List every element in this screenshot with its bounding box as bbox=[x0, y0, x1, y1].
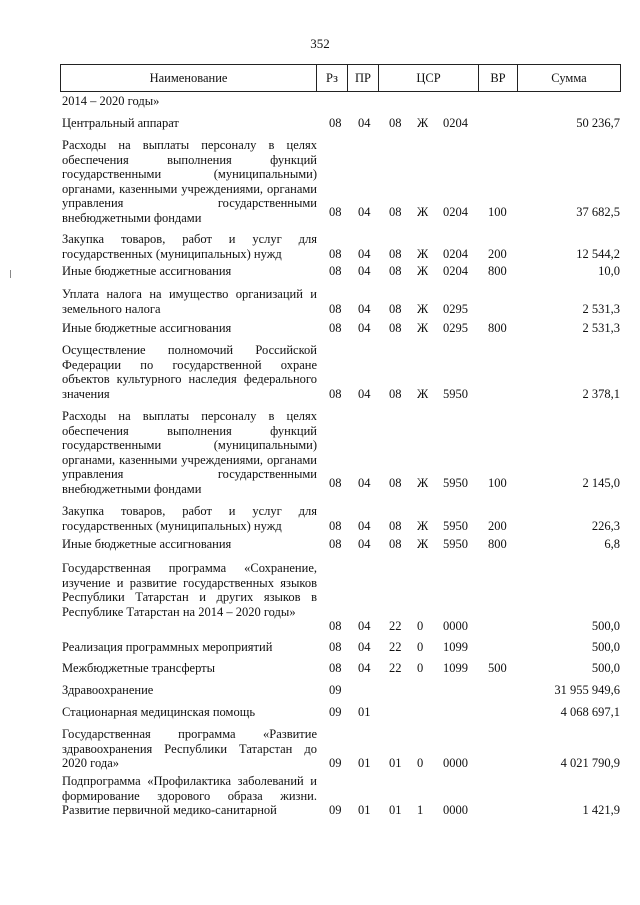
row-vr: 200 bbox=[488, 247, 507, 262]
row-c2: 0 bbox=[417, 661, 424, 676]
row-name: Закупка товаров, работ и услуг для государственных (муниципальных) нужд bbox=[62, 232, 317, 261]
row-sum: 4 068 697,1 bbox=[560, 705, 620, 720]
header-pr: ПР bbox=[348, 65, 379, 91]
row-name: Стационарная медицинская помощь bbox=[62, 705, 256, 719]
row-c3: 5950 bbox=[443, 476, 468, 491]
row-c1: 08 bbox=[389, 537, 402, 552]
row-c1: 08 bbox=[389, 302, 402, 317]
row-c1: 08 bbox=[389, 264, 402, 279]
table-row bbox=[0, 409, 640, 496]
row-name: Государственная программа «Сохранение, изучение и развитие государственных языков Республики Татарстан и других языков в Республике Татарстан на 2014 – 2020 годы» bbox=[62, 561, 317, 619]
row-c2: 0 bbox=[417, 619, 424, 634]
row-rz: 09 bbox=[329, 705, 342, 720]
table-row bbox=[0, 537, 640, 552]
table-row bbox=[0, 232, 640, 262]
row-sum: 10,0 bbox=[598, 264, 620, 279]
row-name: Реализация программных мероприятий bbox=[62, 640, 273, 654]
row-name: 2014 – 2020 годы» bbox=[62, 94, 160, 108]
row-name: Осуществление полномочий Российской Федерации по государственной охране объектов культурного наследия федерального значения bbox=[62, 343, 317, 401]
row-pr: 04 bbox=[358, 537, 371, 552]
row-rz: 08 bbox=[329, 321, 342, 336]
row-rz: 09 bbox=[329, 756, 342, 771]
row-c2: Ж bbox=[417, 519, 429, 534]
row-rz: 09 bbox=[329, 683, 342, 698]
row-pr: 04 bbox=[358, 619, 371, 634]
row-name: Расходы на выплаты персоналу в целях обеспечения выполнения функций государственными (муниципальными) органами, казенными учреждениями, органами управления государственными внебюджетными фондами bbox=[62, 138, 317, 225]
row-rz: 08 bbox=[329, 387, 342, 402]
row-rz: 08 bbox=[329, 640, 342, 655]
row-vr: 800 bbox=[488, 321, 507, 336]
row-name: Уплата налога на имущество организаций и земельного налога bbox=[62, 287, 317, 316]
row-c3: 0204 bbox=[443, 247, 468, 262]
row-name: Иные бюджетные ассигнования bbox=[62, 537, 232, 551]
row-c1: 22 bbox=[389, 619, 402, 634]
row-vr: 100 bbox=[488, 205, 507, 220]
row-sum: 500,0 bbox=[591, 619, 620, 634]
row-pr: 01 bbox=[358, 803, 371, 818]
row-sum: 226,3 bbox=[591, 519, 620, 534]
row-c2: Ж bbox=[417, 321, 429, 336]
row-c1: 08 bbox=[389, 247, 402, 262]
row-rz: 08 bbox=[329, 661, 342, 676]
page-number: 352 bbox=[310, 36, 330, 51]
row-c2: 0 bbox=[417, 640, 424, 655]
row-rz: 08 bbox=[329, 205, 342, 220]
row-pr: 04 bbox=[358, 519, 371, 534]
table-row bbox=[0, 94, 640, 109]
row-c1: 08 bbox=[389, 116, 402, 131]
row-rz: 08 bbox=[329, 519, 342, 534]
row-c1: 01 bbox=[389, 756, 402, 771]
row-c2: Ж bbox=[417, 302, 429, 317]
row-c2: 1 bbox=[417, 803, 424, 818]
row-pr: 04 bbox=[358, 205, 371, 220]
row-name: Здравоохранение bbox=[62, 683, 154, 697]
table-row bbox=[0, 138, 640, 225]
row-vr: 500 bbox=[488, 661, 507, 676]
row-c3: 0295 bbox=[443, 302, 468, 317]
header-vr: ВР bbox=[479, 65, 518, 91]
row-name: Иные бюджетные ассигнования bbox=[62, 321, 232, 335]
row-rz: 09 bbox=[329, 803, 342, 818]
row-rz: 08 bbox=[329, 537, 342, 552]
row-pr: 04 bbox=[358, 387, 371, 402]
table-row bbox=[0, 705, 640, 720]
table-row bbox=[0, 727, 640, 771]
row-name: Иные бюджетные ассигнования bbox=[62, 264, 232, 278]
row-pr: 01 bbox=[358, 705, 371, 720]
table-row bbox=[0, 561, 640, 634]
row-pr: 01 bbox=[358, 756, 371, 771]
row-rz: 08 bbox=[329, 247, 342, 262]
row-sum: 4 021 790,9 bbox=[560, 756, 620, 771]
row-sum: 500,0 bbox=[591, 661, 620, 676]
table-row bbox=[0, 287, 640, 317]
table-row bbox=[0, 321, 640, 336]
table-row bbox=[0, 640, 640, 655]
row-c2: Ж bbox=[417, 247, 429, 262]
row-name: Подпрограмма «Профилактика заболеваний и формирование здорового образа жизни. Развитие первичной медико-санитарной bbox=[62, 774, 317, 818]
row-sum: 500,0 bbox=[591, 640, 620, 655]
row-name: Расходы на выплаты персоналу в целях обеспечения выполнения функций государственными (муниципальными) органами, казенными учреждениями, органами управления государственными внебюджетными фондами bbox=[62, 409, 317, 496]
row-pr: 04 bbox=[358, 476, 371, 491]
row-sum: 50 236,7 bbox=[576, 116, 620, 131]
row-c3: 0000 bbox=[443, 756, 468, 771]
row-pr: 04 bbox=[358, 661, 371, 676]
header-csr: ЦСР bbox=[379, 65, 479, 91]
row-c3: 0204 bbox=[443, 205, 468, 220]
row-name: Закупка товаров, работ и услуг для государственных (муниципальных) нужд bbox=[62, 504, 317, 533]
row-sum: 2 145,0 bbox=[582, 476, 620, 491]
row-pr: 04 bbox=[358, 247, 371, 262]
row-vr: 800 bbox=[488, 264, 507, 279]
row-c1: 08 bbox=[389, 519, 402, 534]
row-c3: 1099 bbox=[443, 661, 468, 676]
row-c1: 22 bbox=[389, 640, 402, 655]
row-rz: 08 bbox=[329, 476, 342, 491]
row-c3: 0204 bbox=[443, 116, 468, 131]
row-rz: 08 bbox=[329, 116, 342, 131]
row-rz: 08 bbox=[329, 302, 342, 317]
row-sum: 37 682,5 bbox=[576, 205, 620, 220]
table-row bbox=[0, 116, 640, 131]
row-c3: 5950 bbox=[443, 387, 468, 402]
row-c3: 0000 bbox=[443, 619, 468, 634]
header-name: Наименование bbox=[61, 65, 317, 91]
row-c3: 5950 bbox=[443, 519, 468, 534]
table-row bbox=[0, 683, 640, 698]
row-rz: 08 bbox=[329, 264, 342, 279]
row-vr: 100 bbox=[488, 476, 507, 491]
row-pr: 04 bbox=[358, 264, 371, 279]
row-pr: 04 bbox=[358, 321, 371, 336]
table-header bbox=[60, 64, 621, 92]
header-sum: Сумма bbox=[551, 71, 587, 85]
row-c2: Ж bbox=[417, 116, 429, 131]
row-sum: 6,8 bbox=[604, 537, 620, 552]
row-sum: 2 531,3 bbox=[582, 321, 620, 336]
table-row bbox=[0, 343, 640, 402]
row-vr: 800 bbox=[488, 537, 507, 552]
row-sum: 31 955 949,6 bbox=[554, 683, 620, 698]
row-c2: Ж bbox=[417, 476, 429, 491]
row-pr: 04 bbox=[358, 116, 371, 131]
row-c1: 01 bbox=[389, 803, 402, 818]
table-row bbox=[0, 504, 640, 534]
row-sum: 1 421,9 bbox=[582, 803, 620, 818]
row-c1: 08 bbox=[389, 205, 402, 220]
row-name: Центральный аппарат bbox=[62, 116, 179, 130]
row-c3: 0204 bbox=[443, 264, 468, 279]
row-sum: 2 378,1 bbox=[582, 387, 620, 402]
row-c2: Ж bbox=[417, 264, 429, 279]
row-c3: 1099 bbox=[443, 640, 468, 655]
table-row bbox=[0, 264, 640, 279]
row-c1: 08 bbox=[389, 476, 402, 491]
row-sum: 12 544,2 bbox=[576, 247, 620, 262]
row-c2: Ж bbox=[417, 537, 429, 552]
row-c3: 0295 bbox=[443, 321, 468, 336]
row-c2: Ж bbox=[417, 387, 429, 402]
row-pr: 04 bbox=[358, 302, 371, 317]
row-rz: 08 bbox=[329, 619, 342, 634]
row-vr: 200 bbox=[488, 519, 507, 534]
row-c3: 0000 bbox=[443, 803, 468, 818]
row-pr: 04 bbox=[358, 640, 371, 655]
row-c1: 22 bbox=[389, 661, 402, 676]
table-row bbox=[0, 661, 640, 676]
row-c1: 08 bbox=[389, 387, 402, 402]
row-c2: 0 bbox=[417, 756, 424, 771]
row-sum: 2 531,3 bbox=[582, 302, 620, 317]
row-c2: Ж bbox=[417, 205, 429, 220]
row-c1: 08 bbox=[389, 321, 402, 336]
table-row bbox=[0, 774, 640, 818]
row-c3: 5950 bbox=[443, 537, 468, 552]
header-rz: Рз bbox=[317, 65, 348, 91]
row-name: Межбюджетные трансферты bbox=[62, 661, 216, 675]
row-name: Государственная программа «Развитие здравоохранения Республики Татарстан до 2020 года» bbox=[62, 727, 317, 771]
